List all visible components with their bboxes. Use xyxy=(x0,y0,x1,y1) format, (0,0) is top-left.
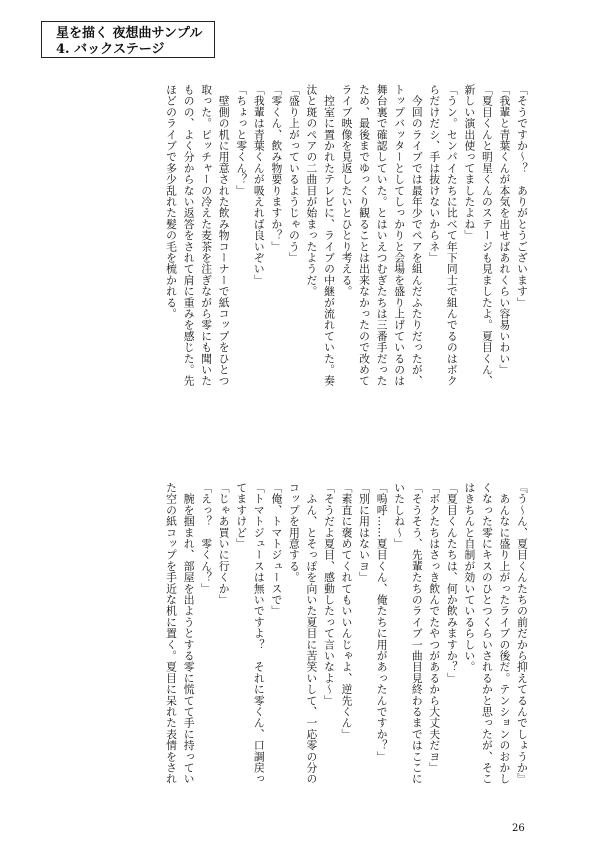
text-line: 「そうですか～？ ありがとうございます」 xyxy=(516,84,529,308)
text-line: 新しい演出使ってましたよね」 xyxy=(463,84,477,241)
text-line: 「ボクたちはさっき飲んでたやつがあるから大丈夫だヨ」 xyxy=(428,482,442,774)
text-line: てますけど」 xyxy=(235,482,249,550)
text-line: 「そうそう、先輩たちのライブ一曲目見終わるまではここに xyxy=(410,482,424,785)
text-line: 「我輩は青葉くんが吸えれば良いぞい」 xyxy=(252,84,266,286)
text-line: 「うン。センパイたちに比べて年下同士で組んでるのはボク xyxy=(445,84,459,387)
text-line: 取った。ピッチャーの冷えた麦茶を注ぎながら零にも聞いた xyxy=(200,84,214,387)
text-line: らだけだシ、手は抜けないからネ」 xyxy=(428,84,442,264)
text-line: 「俺、トマトジュースで」 xyxy=(270,482,284,617)
text-line: 壁側の机に用意された飲み物コーナーで紙コップをひとつ xyxy=(217,84,231,387)
text-line: ほどのライブで多少乱れた髪の毛を梳かれる。 xyxy=(165,84,179,320)
text-line: 今回のライブでは最年少でペアを組んだふたりだったが、 xyxy=(410,84,424,387)
text-line: あんなに盛り上がったライブの後だ。テンションのおかし xyxy=(498,482,512,785)
text-line: いたしね～」 xyxy=(393,482,407,550)
text-block-upper xyxy=(91,84,531,434)
page-number: 26 xyxy=(512,823,525,834)
text-line: 「盛り上がっているようじゃのう」 xyxy=(287,84,301,264)
text-line: 「我輩と青葉くんが本気を出せばあれくらい容易いわい」 xyxy=(498,84,512,376)
text-line: 「じゃあ買いに行くか」 xyxy=(217,482,231,606)
text-line: ライブ映像を見返したいとひとり考える。 xyxy=(340,84,354,297)
text-line: 「別に用はないヨ」 xyxy=(358,482,372,583)
text-line: 「素直に褒めてくれてもいいんじゃよ、逆先くん」 xyxy=(340,482,354,740)
text-line: ものの、よく分からない返答をされて肩に重みを感じた。先 xyxy=(182,84,196,387)
text-line: 「嗚呼……夏目くん、俺たちに用があったんですか？」 xyxy=(375,482,389,762)
text-line: くなった零にキスのひとつくらいされるかと思ったが、そこ xyxy=(480,482,494,785)
text-line: 「そうだよ夏目、感動したって言いなよ～」 xyxy=(322,482,336,706)
text-line: 控室に置かれたテレビに、ライブの中継が流れていた。奏 xyxy=(322,84,336,387)
text-line: ため、最後までゆっくり観ることは出来なかったので改めて xyxy=(358,84,372,387)
text-line: 「ちょっと零くん？」 xyxy=(235,84,249,196)
text-line: 「トマトジュースは無いですよ？ それに零くん、口調戻っ xyxy=(252,482,266,785)
chapter-title: 4. バックステージ xyxy=(56,42,165,57)
text-line: た空の紙コップを手近な机に置く。夏目に呆れた表情をされ xyxy=(165,482,179,785)
text-line: ふん、とそっぽを向いた夏目に苦笑いして、一応零の分の xyxy=(305,482,319,785)
chapter-title-box xyxy=(41,21,215,58)
text-line: コップを用意する。 xyxy=(287,482,301,583)
text-line: 「夏目くんと明星くんのステージも見ましたよ。夏目くん、 xyxy=(480,84,494,387)
text-line: 『う～ん、夏目くんたちの前だから抑えてるんでしょうか』 xyxy=(516,482,529,785)
text-line: はきちんと自制が効いているらしい。 xyxy=(463,482,477,673)
text-line: 「零くん、飲み物要りますか？」 xyxy=(270,84,284,252)
text-line: トップバッターとしてしっかりと会場を盛り上げているのは xyxy=(393,84,407,387)
text-line: 「夏目くんたちは、何か飲みますか？」 xyxy=(445,482,459,684)
text-line: 汰と斑のペアの二曲目が始まったようだ。 xyxy=(305,84,319,297)
text-line: 舞台裏で確認していた。とはいえつむぎたちは三番手だった xyxy=(375,84,389,387)
text-line: 腕を掴まれ、部屋を出ようとする零に慌てて手に持ってい xyxy=(182,482,196,785)
text-line: 「えっ？ 零くん？」 xyxy=(200,482,214,594)
text-block-lower xyxy=(91,482,531,820)
book-title: 星を描く 夜想曲サンプル xyxy=(56,26,203,41)
